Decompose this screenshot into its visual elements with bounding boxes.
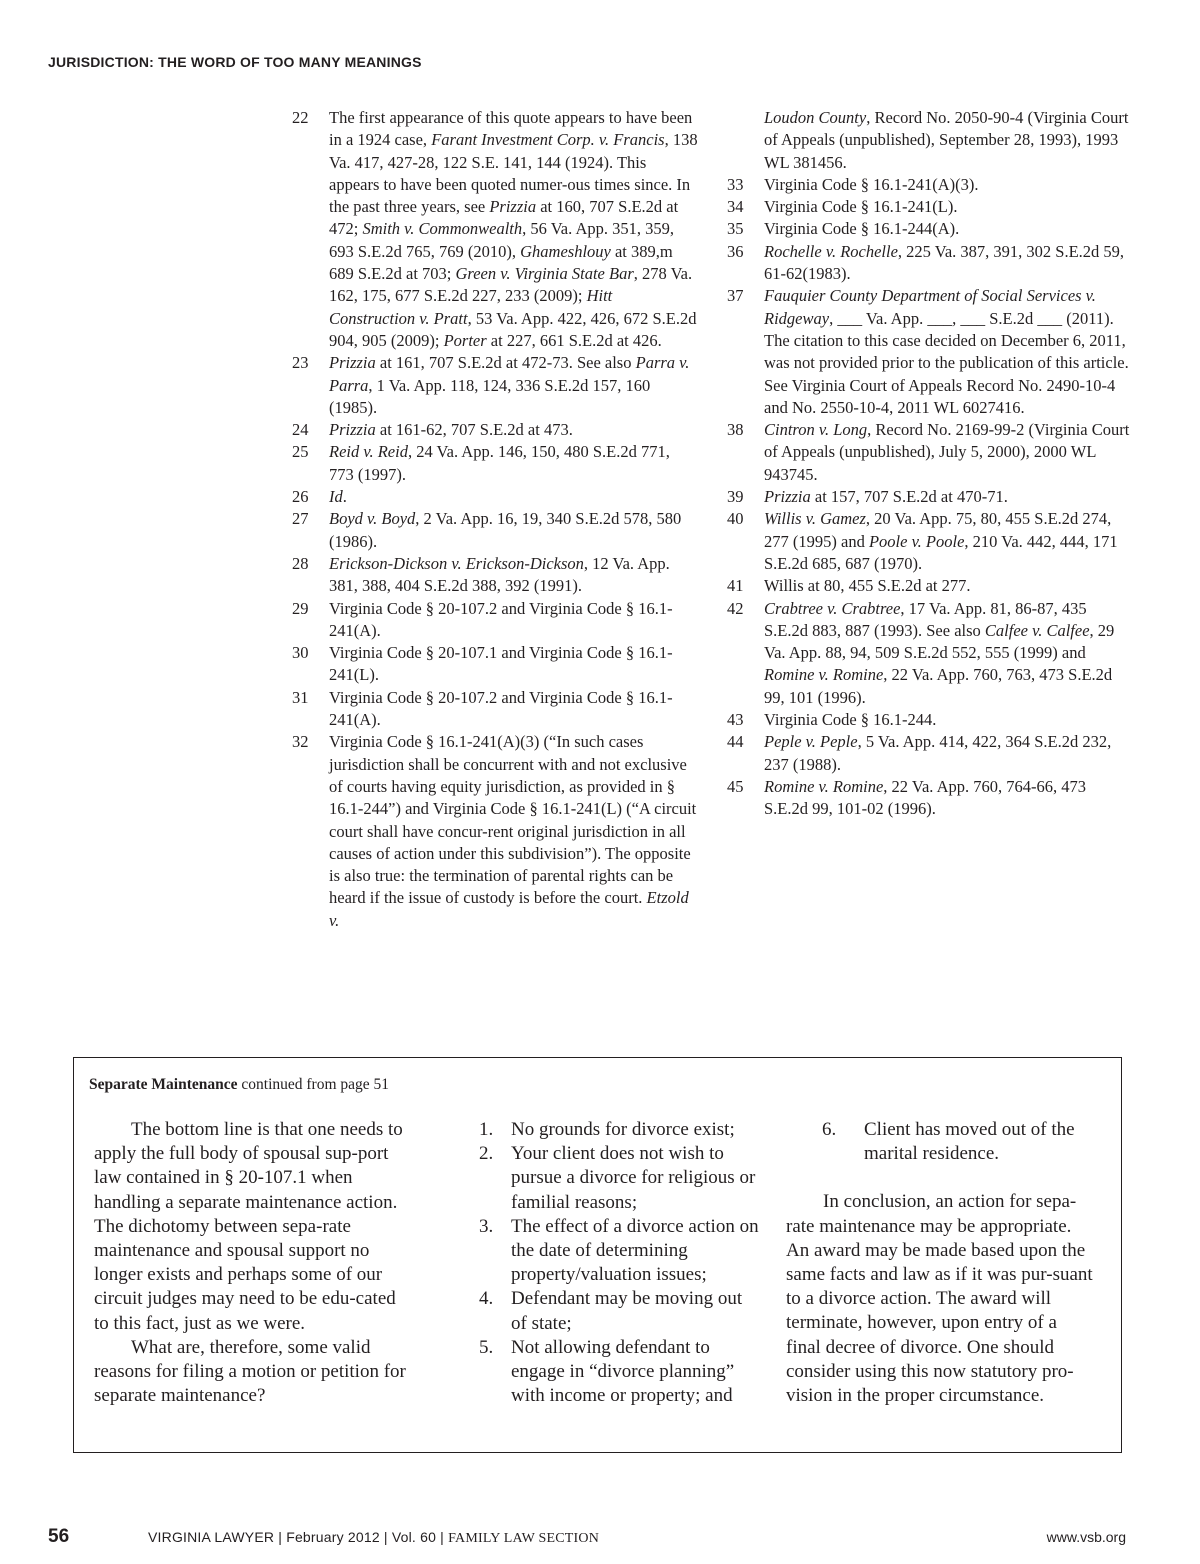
endnote-text: Peple v. Peple, 5 Va. App. 414, 422, 364 S.E.2d 232, 237 (1988). xyxy=(764,732,1112,774)
endnote-text: Crabtree v. Crabtree, 17 Va. App. 81, 86-87, 435 S.E.2d 883, 887 (1993). See also Calfee v. Calfee, 29 Va. App. 88, 94, 509 S.E.2d 552, 555 (1999) and Romine v. Romine, 22 Va. App. 760, 763, 473 S.E.2d 99, 101 (1996). xyxy=(764,598,1115,707)
endnote-number: 36 xyxy=(727,241,744,261)
endnote-text: Reid v. Reid, 24 Va. App. 146, 150, 480 S.E.2d 771, 773 (1997). xyxy=(329,442,670,484)
endnote-number: 25 xyxy=(292,442,309,462)
endnote-number: 41 xyxy=(727,576,744,596)
endnote-number: 29 xyxy=(292,598,309,618)
list-text: Client has moved out of the marital residence. xyxy=(864,1119,1075,1165)
conclusion-paragraph: In conclusion, an action for sepa-rate maintenance may be appropriate. An award may be made based upon the same facts and law as if it was pur-suant to a divorce action. The award will terminate, however, upon entry of a final decree of divorce. One should consider using this now statutory pro-vision in the proper circumstance. xyxy=(786,1191,1093,1407)
endnote-number: 31 xyxy=(292,687,309,707)
endnote-number: 27 xyxy=(292,509,309,529)
list-text: The effect of a divorce action on the date of determining property/valuation issues; xyxy=(511,1215,759,1286)
endnote-text: Virginia Code § 20-107.2 and Virginia Code § 16.1-241(A). xyxy=(329,687,673,730)
list-number: 5. xyxy=(479,1336,494,1358)
endnote-number: 44 xyxy=(727,732,744,752)
endnotes-left-column xyxy=(284,107,698,932)
sidebar-title-rest: continued from page 51 xyxy=(237,1076,390,1093)
endnote-text: Virginia Code § 20-107.1 and Virginia Code § 16.1-241(L). xyxy=(329,643,673,685)
endnote-22 xyxy=(284,107,698,352)
endnote-text: Romine v. Romine, 22 Va. App. 760, 764-66, 473 S.E.2d 99, 101-02 (1996). xyxy=(764,776,1087,819)
endnote-text: Rochelle v. Rochelle, 225 Va. 387, 391, 302 S.E.2d 59, 61-62(1983). xyxy=(764,241,1125,284)
endnote-number: 45 xyxy=(727,776,744,796)
list-item xyxy=(469,1215,759,1288)
running-header: JURISDICTION: THE WORD OF TOO MANY MEANINGS xyxy=(48,54,422,70)
endnote-43 xyxy=(719,709,1133,731)
section-name: FAMILY LAW SECTION xyxy=(448,1531,600,1546)
endnote-number: 38 xyxy=(727,420,744,440)
endnote-text: Prizzia at 157, 707 S.E.2d at 470-71. xyxy=(764,487,1008,507)
endnote-36 xyxy=(719,241,1133,286)
magazine-info xyxy=(148,1529,599,1547)
page-number: 56 xyxy=(48,1526,70,1547)
paragraph: What are, therefore, some valid reasons for filing a motion or petition for separate maintenance? xyxy=(94,1336,406,1407)
paragraph: The bottom line is that one needs to apply the full body of spousal sup-port law contained in § 20-107.1 when handling a separate maintenance action. The dichotomy between sepa-rate maintenance and spousal support no longer exists and perhaps some of our circuit judges may need to be edu-cated to this fact, just as we were. xyxy=(94,1119,403,1334)
endnote-text: Virginia Code § 16.1-241(L). xyxy=(764,197,958,217)
endnote-text: Loudon County, Record No. 2050-90-4 (Virginia Court of Appeals (unpublished), September 28, 1993), 1993 WL 381456. xyxy=(764,108,1129,172)
endnote-number: 40 xyxy=(727,509,744,529)
endnote-text: Virginia Code § 16.1-241(A)(3) (“In such cases jurisdiction shall be concurrent with and not exclusive of courts having equity jurisdiction, as provided in § 16.1-244”) and Virginia Code § 16.1-241(L) (“A circuit court shall have concur-rent original jurisdiction in all causes of action under this subdivision”). The opposite is also true: the termination of parental rights can be heard if the issue of custody is before the court. Etzold v. xyxy=(329,732,697,930)
endnote-text: Erickson-Dickson v. Erickson-Dickson, 12 Va. App. 381, 388, 404 S.E.2d 388, 392 (1991). xyxy=(329,553,670,596)
endnote-28 xyxy=(284,553,698,598)
endnote-24 xyxy=(284,419,698,441)
endnote-40 xyxy=(719,508,1133,575)
list-item xyxy=(786,1118,1096,1166)
endnote-33 xyxy=(719,174,1133,196)
endnote-text: Willis at 80, 455 S.E.2d at 277. xyxy=(764,576,971,596)
endnote-34 xyxy=(719,196,1133,218)
endnote-number: 22 xyxy=(292,108,309,127)
endnote-number: 28 xyxy=(292,553,309,573)
endnote-text: Cintron v. Long, Record No. 2169-99-2 (Virginia Court of Appeals (unpublished), July 5, 2000), 2000 WL 943745. xyxy=(764,420,1130,484)
endnote-31 xyxy=(284,687,698,732)
list-number: 4. xyxy=(479,1288,494,1310)
sidebar-title xyxy=(89,1076,389,1094)
endnote-number: 26 xyxy=(292,487,309,507)
endnote-text: Id. xyxy=(329,487,347,507)
endnote-39 xyxy=(719,486,1133,508)
endnotes-right-column xyxy=(719,107,1133,821)
list-number: 3. xyxy=(479,1215,494,1237)
list-number: 1. xyxy=(479,1119,494,1140)
endnote-32 xyxy=(284,731,698,932)
list-item xyxy=(469,1118,759,1142)
endnote-42 xyxy=(719,598,1133,709)
sidebar-column-1 xyxy=(94,1118,406,1408)
endnote-text: Virginia Code § 16.1-241(A)(3). xyxy=(764,174,979,194)
endnote-continuation xyxy=(719,107,1133,174)
endnote-text: Prizzia at 161, 707 S.E.2d at 472-73. See also Parra v. Parra, 1 Va. App. 118, 124, 336 S.E.2d 157, 160 (1985). xyxy=(329,353,690,417)
endnote-number: 39 xyxy=(727,487,744,507)
endnote-text: Boyd v. Boyd, 2 Va. App. 16, 19, 340 S.E.2d 578, 580 (1986). xyxy=(329,509,682,551)
endnote-45 xyxy=(719,776,1133,821)
list-item xyxy=(469,1287,759,1335)
endnote-number: 33 xyxy=(727,174,744,194)
endnote-number: 30 xyxy=(292,643,309,663)
list-item xyxy=(469,1142,759,1215)
endnote-number: 34 xyxy=(727,197,744,217)
website-link[interactable]: www.vsb.org xyxy=(1046,1529,1126,1545)
endnote-27 xyxy=(284,508,698,553)
endnote-25 xyxy=(284,441,698,486)
endnote-text: The first appearance of this quote appears to have been in a 1924 case, Farant Investment Corp. v. Francis, 138 Va. 417, 427-28, 122 S.E. 141, 144 (1924). This appears to have been quoted numer-ous times since. In the past three years, see Prizzia at 160, 707 S.E.2d at 472; Smith v. Commonwealth, 56 Va. App. 351, 359, 693 S.E.2d 765, 769 (2010), Ghameshlouy at 389,m 689 S.E.2d at 703; Green v. Virginia State Bar, 278 Va. 162, 175, 677 S.E.2d 227, 233 (2009); Hitt Construction v. Pratt, 53 Va. App. 422, 426, 672 S.E.2d 904, 905 (2009); Porter at 227, 661 S.E.2d at 426. xyxy=(329,108,698,350)
endnote-text: Prizzia at 161-62, 707 S.E.2d at 473. xyxy=(329,420,573,440)
endnote-29 xyxy=(284,598,698,643)
sidebar-column-3 xyxy=(786,1118,1096,1408)
list-number: 2. xyxy=(479,1143,494,1165)
endnote-30 xyxy=(284,642,698,687)
endnote-number: 32 xyxy=(292,732,309,752)
endnote-number: 43 xyxy=(727,710,744,730)
endnote-text: Fauquier County Department of Social Services v. Ridgeway, ___ Va. App. ___, ___ S.E.2d ___ (2011). The citation to this case decided on December 6, 2011, was not provided prior to the publication of this article. See Virginia Court of Appeals Record No. 2490-10-4 and No. 2550-10-4, 2011 WL 6027416. xyxy=(764,286,1129,417)
magazine-issue: VIRGINIA LAWYER | February 2012 | Vol. 60 | xyxy=(148,1529,445,1545)
list-text: Your client does not wish to pursue a divorce for religious or familial reasons; xyxy=(511,1143,756,1213)
list-text: Not allowing defendant to engage in “divorce planning” with income or property; and xyxy=(511,1336,735,1407)
endnote-23 xyxy=(284,352,698,419)
endnote-number: 35 xyxy=(727,219,744,239)
endnote-number: 42 xyxy=(727,598,744,618)
endnote-38 xyxy=(719,419,1133,486)
endnote-37 xyxy=(719,285,1133,419)
endnote-35 xyxy=(719,218,1133,240)
endnote-text: Virginia Code § 16.1-244. xyxy=(764,710,937,730)
sidebar-column-2 xyxy=(469,1118,759,1408)
list-text: Defendant may be moving out of state; xyxy=(511,1288,743,1334)
endnote-number: 24 xyxy=(292,420,309,440)
endnote-44 xyxy=(719,731,1133,776)
endnote-text: Willis v. Gamez, 20 Va. App. 75, 80, 455 S.E.2d 274, 277 (1995) and Poole v. Poole, 210 Va. 442, 444, 171 S.E.2d 685, 687 (1970). xyxy=(764,509,1118,573)
endnote-text: Virginia Code § 16.1-244(A). xyxy=(764,219,960,239)
endnote-number: 23 xyxy=(292,353,309,373)
endnote-number: 37 xyxy=(727,286,744,306)
sidebar-title-bold: Separate Maintenance xyxy=(89,1076,238,1093)
sidebar-box xyxy=(73,1057,1122,1453)
endnote-text: Virginia Code § 20-107.2 and Virginia Code § 16.1-241(A). xyxy=(329,598,673,640)
list-number: 6. xyxy=(822,1119,837,1140)
endnote-41 xyxy=(719,575,1133,597)
endnote-26 xyxy=(284,486,698,508)
list-text: No grounds for divorce exist; xyxy=(511,1119,735,1140)
list-item xyxy=(469,1336,759,1409)
